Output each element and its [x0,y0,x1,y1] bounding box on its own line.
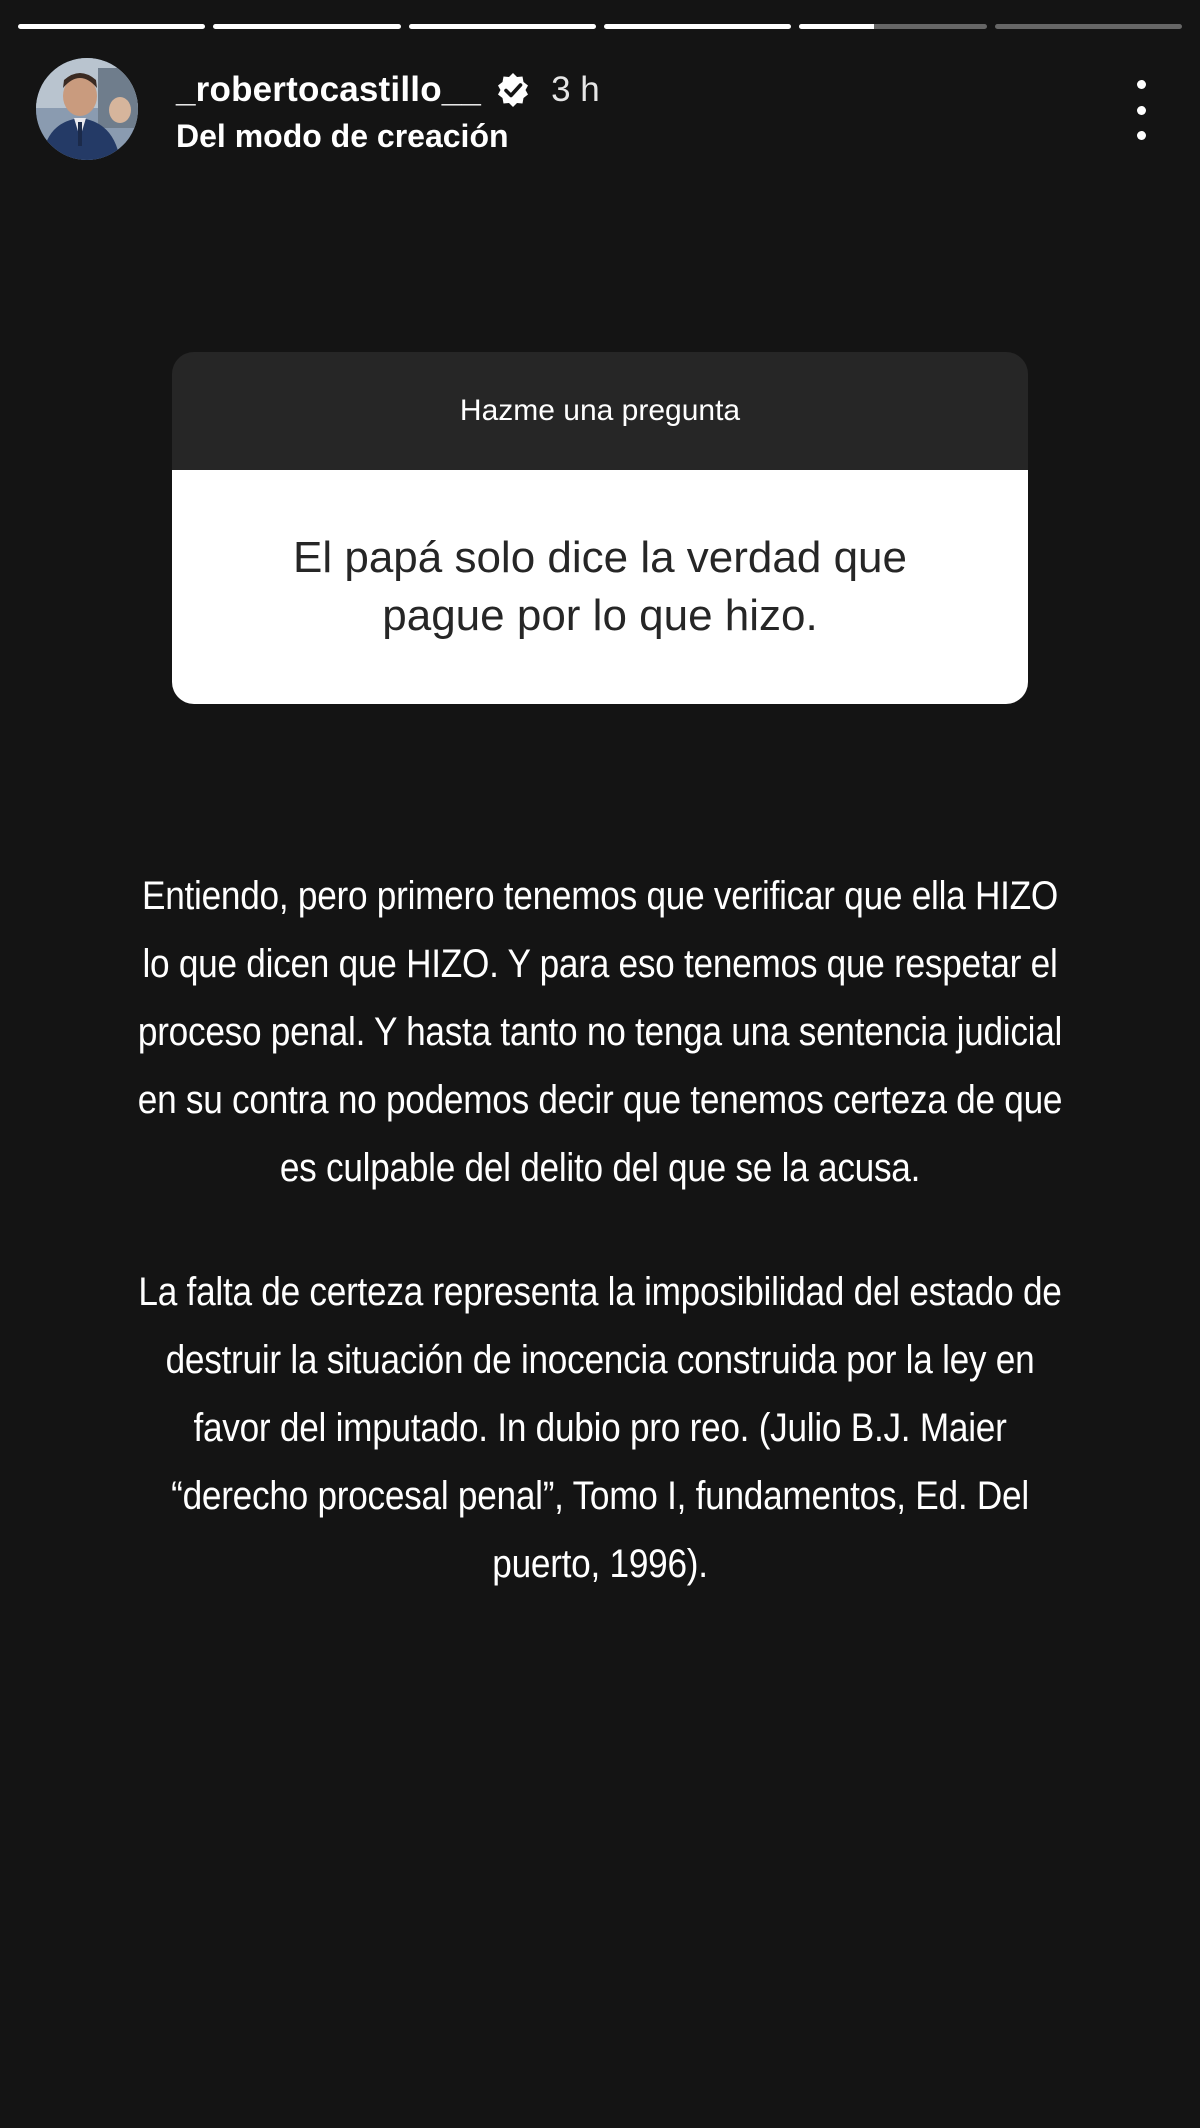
response-paragraph-2: La falta de certeza representa la imposibilidad del estado de destruir la situación de inocencia construida por la ley en favor del imputado. In dubio pro reo. (Julio B.J. Maier “derecho procesal penal”, Tomo I, fundamentos, Ed. Del puerto, 1996). [138,1270,1062,1586]
progress-segment [604,24,791,29]
question-sticker-header [172,352,1028,470]
story-subtitle[interactable]: Del modo de creación [176,118,509,154]
verified-badge-icon [495,72,531,108]
question-sticker-body [172,470,1028,704]
response-paragraph-1: Entiendo, pero primero tenemos que verificar que ella HIZO lo que dicen que HIZO. Y para eso tenemos que respetar el proceso penal. Y hasta tanto no tenga una sentencia judicial en su contra no podemos decir que tenemos certeza de que es culpable del delito del que se la acusa. [137,874,1063,1190]
progress-segment [799,24,986,29]
progress-segment [18,24,205,29]
progress-segment [995,24,1182,29]
progress-segment [213,24,400,29]
question-text: El papá solo dice la verdad que pague por lo que hizo. [293,533,907,640]
question-sticker[interactable] [172,352,1028,704]
question-sticker-title: Hazme una pregunta [459,394,741,427]
story-progress-bar [18,24,1182,29]
story-header [36,56,1170,166]
avatar[interactable] [36,58,138,160]
username[interactable]: _robertocastillo__ [176,70,482,109]
progress-segment [409,24,596,29]
more-vertical-icon[interactable] [1126,80,1156,140]
post-time: 3 h [551,70,600,109]
user-row [176,60,600,120]
